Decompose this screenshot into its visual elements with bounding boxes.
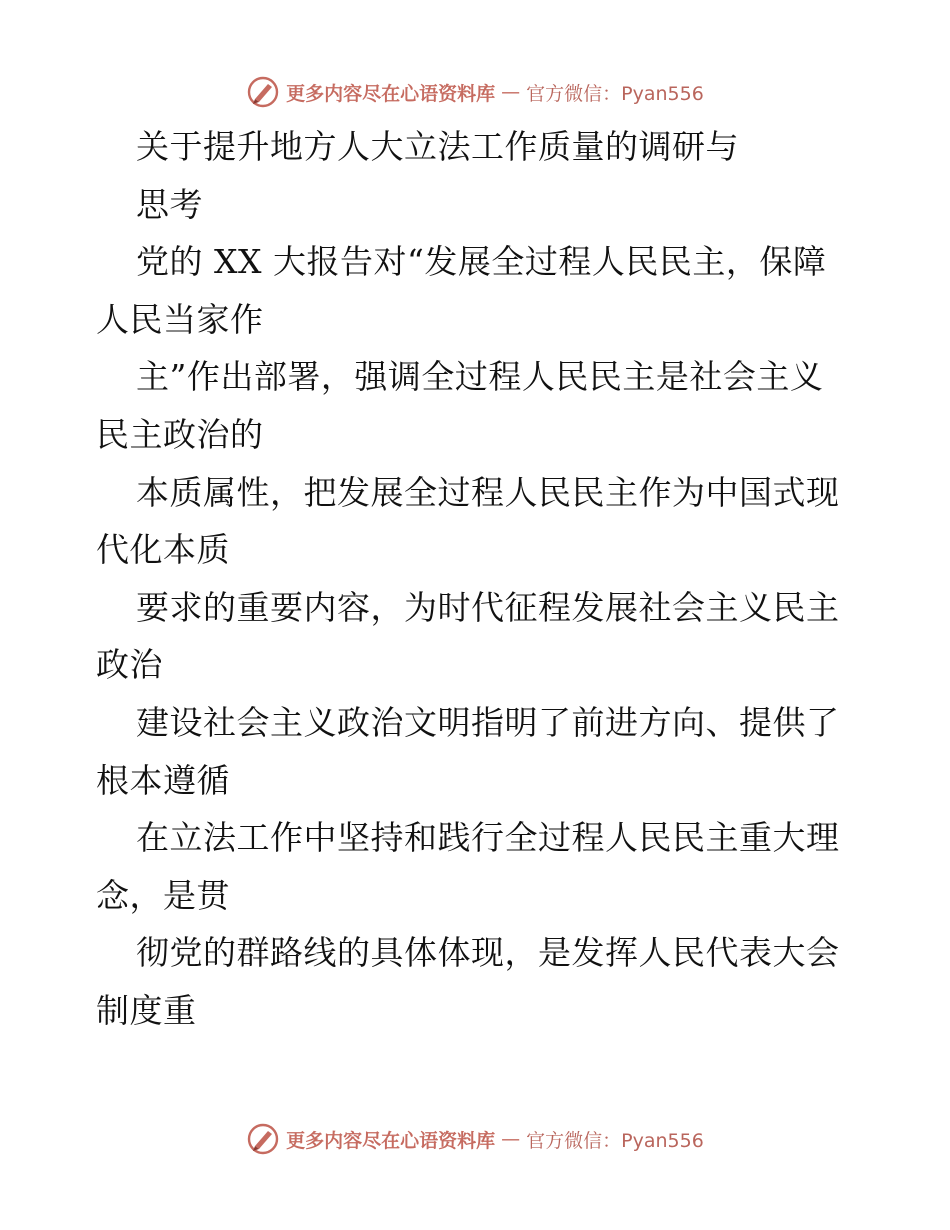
text-line: 彻党的群路线的具体体现，是发挥人民代表大会 xyxy=(136,933,840,973)
watermark-main-text: 更多内容尽在心语资料库 xyxy=(286,82,496,105)
footer-watermark xyxy=(0,1119,950,1159)
text-line: 代化本质 xyxy=(96,530,230,570)
text-line: 建设社会主义政治文明指明了前进方向、提供了 xyxy=(136,702,840,742)
watermark-separator: — xyxy=(501,1128,521,1150)
text-line: 制度重 xyxy=(96,990,197,1030)
text-line: 人民当家作 xyxy=(96,299,264,339)
watermark-main-text: 更多内容尽在心语资料库 xyxy=(286,1129,496,1152)
text-line: 思考 xyxy=(136,184,203,224)
text-line: 在立法工作中坚持和践行全过程人民民主重大理 xyxy=(136,818,840,858)
text-line: 关于提升地方人大立法工作质量的调研与 xyxy=(136,127,739,166)
pen-seal-icon xyxy=(246,1122,280,1156)
text-line: 主”作出部署，强调全过程人民民主是社会主义 xyxy=(136,357,824,397)
text-line: 党的 XX 大报告对“发展全过程人民民主，保障 xyxy=(136,242,827,282)
document-body xyxy=(96,118,856,1040)
text-line: 本质属性，把发展全过程人民民主作为中国式现 xyxy=(136,472,840,512)
watermark-separator: — xyxy=(501,81,521,103)
text-line: 政治 xyxy=(96,645,163,685)
text-line: 民主政治的 xyxy=(96,414,264,454)
watermark-sub-text: 官方微信：Pyan556 xyxy=(526,82,704,105)
text-line: 根本遵循 xyxy=(96,760,230,800)
header-watermark xyxy=(0,72,950,112)
text-line: 念，是贯 xyxy=(96,875,230,915)
watermark-sub-text: 官方微信：Pyan556 xyxy=(526,1129,704,1152)
text-line: 要求的重要内容，为时代征程发展社会主义民主 xyxy=(136,587,840,627)
pen-seal-icon xyxy=(246,75,280,109)
